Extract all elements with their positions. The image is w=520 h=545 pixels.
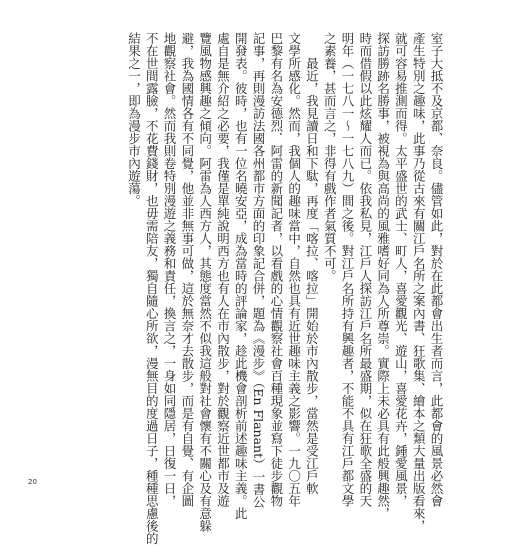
page-number: 20 bbox=[28, 478, 37, 486]
text-column: 地觀察社會。然而我則卷特別漫遊之義務和責任，換言之，一身如同隱居，日復一日， bbox=[162, 32, 178, 507]
body-text bbox=[126, 32, 444, 545]
text-column: 避，我為國情各有不同覺，他並非無事可做，這於無奈才去散步，而是有自覺、有企圖 bbox=[179, 32, 195, 507]
text-column: 不在世間露臉，不花費錢財，也毋需陪友，獨自隨心所欲，漫無目的度過日子，種種思慮後的 bbox=[144, 32, 160, 545]
text-column: 開發表。彼時，也有一位名曉安亞，成為當時的評論家，趁此機會剖析前述趣味主義。此 bbox=[233, 32, 249, 520]
text-column: 文學所感化。然而，我個人的趣味當中，自然也具有近世趣味主義之影響。一九〇五年 bbox=[286, 32, 302, 507]
text-column: 之素養，甚而言之，非得有戲作者氣質不可。 bbox=[322, 32, 338, 282]
text-column: 時而借假以此炫耀人而已。依我私見，江戶人探訪江戶名所最盛期，似在狂歌全盛的天 bbox=[357, 32, 373, 507]
text-column: 結果之一，即為漫步市內遊蕩。 bbox=[126, 32, 142, 207]
text-column: 最近，我見讀日和下駄，再度「喀拉、喀拉」開始於市內散步，當然是受江戶軟 bbox=[304, 32, 320, 495]
text-column: 產生特別之趣味，此事乃從古來有關江戶名所之案內書、狂歌集、繪本之類大量出版看來， bbox=[411, 32, 427, 532]
text-column: 探訪勝跡名勝事，被視為與高尚的風雅嗜好同為人所尊崇。實際上未必具有此般興趣然， bbox=[375, 32, 391, 520]
text-column: 就可容易推測而得。太平盛世的武士、町人，喜愛觀光、遊山，喜愛花卉，鍾愛風景， bbox=[393, 32, 409, 507]
text-column: 處自是無介紹之必要，我僅是單純說明西方也有人在市內散步，對於觀察近世都市及遊 bbox=[215, 32, 231, 507]
text-column: 室子大抵不及京都、奈良。儘管如此，對於在此都會出生者而言，此都會的風景必然會 bbox=[429, 32, 444, 507]
text-column: 記事，再則漫訪法國各州都市方面的印象記合併，題為《漫步》（En Flanant）一書公 bbox=[251, 32, 267, 509]
text-column: 覽風物感興趣之傾向。阿雷為人西方人，其態度當然不似我這般對社會懷有不關心及有意躲 bbox=[197, 32, 213, 532]
text-column: 明年（一七八一～一七八九）間之後。對江戶名所持有興趣者，不能不具有江戶都文學 bbox=[340, 32, 356, 507]
text-column: 巴黎有名為安德烈．阿雷的新聞記者，以看戲的心情觀察社會百種現象並寫下徒步觀物 bbox=[268, 32, 284, 507]
